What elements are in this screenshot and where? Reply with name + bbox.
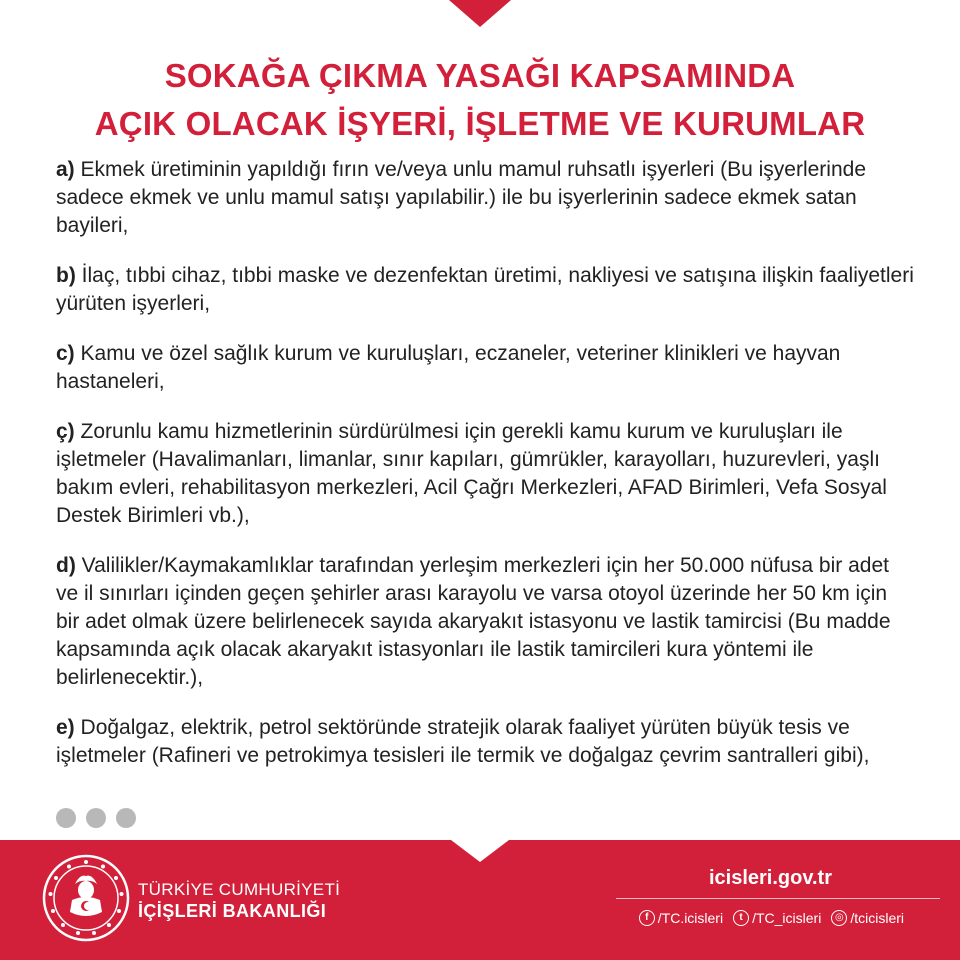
list-item bbox=[56, 714, 916, 770]
ministry-line-1: TÜRKİYE CUMHURİYETİ bbox=[138, 880, 341, 899]
list-item bbox=[56, 418, 916, 530]
title-line-2: AÇIK OLACAK İŞYERİ, İŞLETME VE KURUMLAR bbox=[94, 105, 866, 142]
item-letter: a) bbox=[56, 158, 75, 181]
item-text: Ekmek üretiminin yapıldığı fırın ve/veya unlu mamul ruhsatlı işyerleri (Bu işyerlerinde sadece ekmek ve unlu mamul satışı yapılabilir.) ile bu işyerlerinin sadece ekmek satan bayileri, bbox=[56, 158, 867, 237]
workplace-list bbox=[56, 156, 916, 792]
item-letter: e) bbox=[56, 716, 75, 739]
item-letter: ç) bbox=[56, 420, 75, 443]
instagram-handle: /tcicisleri bbox=[850, 910, 904, 926]
social-link-facebook[interactable] bbox=[639, 908, 723, 928]
ministry-line-2: İÇİŞLERİ BAKANLIĞI bbox=[138, 901, 327, 921]
social-link-twitter[interactable] bbox=[733, 908, 821, 928]
item-letter: d) bbox=[56, 554, 76, 577]
item-text: Valilikler/Kaymakamlıklar tarafından yerleşim merkezleri için her 50.000 nüfusa bir adet ve il sınırları içinden geçen şehirler arası karayolu ve varsa otoyol üzerinde her 50 km için bir adet olmak üzere belirlenecek sayıda akaryakıt istasyonu ve lastik tamircisi (Bu madde kapsamında açık olacak akaryakıt istasyonları ile lastik tamircileri kura yöntemi ile belirlenecektir.), bbox=[56, 554, 891, 689]
item-text: Doğalgaz, elektrik, petrol sektöründe stratejik olarak faaliyet yürüten büyük tesis ve işletmeler (Rafineri ve petrokimya tesisleri ile termik ve doğalgaz çevrim santralleri gibi), bbox=[56, 716, 870, 767]
instagram-icon: ◎ bbox=[831, 910, 847, 926]
item-letter: c) bbox=[56, 342, 75, 365]
twitter-handle: /TC_icisleri bbox=[752, 910, 822, 926]
website-link[interactable]: icisleri.gov.tr bbox=[708, 867, 832, 889]
item-letter: b) bbox=[56, 264, 76, 287]
twitter-icon: t bbox=[733, 910, 749, 926]
footer-notch-decoration bbox=[451, 840, 509, 862]
dot-icon bbox=[116, 808, 136, 828]
facebook-icon: f bbox=[639, 910, 655, 926]
list-item bbox=[56, 552, 916, 692]
dot-icon bbox=[86, 808, 106, 828]
footer-divider bbox=[616, 898, 940, 899]
dot-icon bbox=[56, 808, 76, 828]
item-text: İlaç, tıbbi cihaz, tıbbi maske ve dezenfektan üretimi, nakliyesi ve satışına ilişkin faaliyetleri yürüten işyerleri, bbox=[56, 264, 914, 315]
ministry-emblem-icon bbox=[42, 854, 130, 942]
list-item bbox=[56, 340, 916, 396]
social-links bbox=[639, 908, 904, 928]
item-text: Zorunlu kamu hizmetlerinin sürdürülmesi için gerekli kamu kurum ve kuruluşları ile işletmeler (Havalimanları, limanlar, sınır kapıları, gümrükler, karayolları, huzurevleri, yaşlı bakım evleri, rehabilitasyon merkezleri, Acil Çağrı Merkezleri, AFAD Birimleri, Vefa Sosyal Destek Birimleri vb.), bbox=[56, 420, 887, 527]
title-line-1: SOKAĞA ÇIKMA YASAĞI KAPSAMINDA bbox=[164, 57, 796, 94]
ministry-name bbox=[138, 880, 340, 922]
list-item bbox=[56, 262, 916, 318]
continuation-dots bbox=[56, 808, 136, 828]
facebook-handle: /TC.icisleri bbox=[657, 910, 724, 926]
page-title bbox=[0, 52, 960, 148]
footer-bar bbox=[0, 840, 960, 960]
list-item bbox=[56, 156, 916, 240]
top-notch-decoration bbox=[449, 0, 511, 27]
social-link-instagram[interactable] bbox=[831, 908, 904, 928]
item-text: Kamu ve özel sağlık kurum ve kuruluşları, eczaneler, veteriner klinikleri ve hayvan hastaneleri, bbox=[56, 342, 841, 393]
